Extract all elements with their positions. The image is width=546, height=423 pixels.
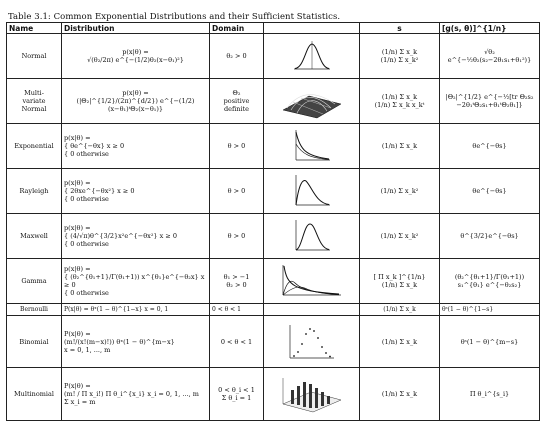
mvnormal-surface-plot <box>279 82 345 120</box>
row-g: θˢ(1 − θ)^{1−s} <box>440 304 540 316</box>
row-name: Multinomial <box>7 368 62 421</box>
rayleigh-density-plot <box>292 173 332 209</box>
row-distribution: p(x|θ) = { (θ₂^{θ₁+1}/Γ(θ₁+1)) x^{θ₁}e^{−θ₂x} x ≥ 0 { 0 otherwise <box>62 259 210 304</box>
header-plot <box>264 23 360 34</box>
header-g: [g(s, θ)]^{1/n} <box>440 23 540 34</box>
row-name: Exponential <box>7 124 62 169</box>
header-name: Name <box>7 23 62 34</box>
plot-cell <box>264 368 360 421</box>
row-name: Maxwell <box>7 214 62 259</box>
row-distribution: p(x|θ) = { (4/√π)θ^{3/2}x²e^{−θx²} x ≥ 0 { 0 otherwise <box>62 214 210 259</box>
header-domain: Domain <box>210 23 264 34</box>
row-statistic: (1/n) Σ x_k <box>360 124 440 169</box>
table-row <box>7 79 540 124</box>
multinomial-bar-plot <box>279 372 345 416</box>
table-caption: Table 3.1: Common Exponential Distributions and their Sufficient Statistics. <box>8 12 341 22</box>
table-row <box>7 304 540 316</box>
row-g: θe^{−θs} <box>440 124 540 169</box>
table-row <box>7 214 540 259</box>
row-distribution: p(x|θ) = (|Θ₂|^{1/2}/(2π)^{d/2}) e^{−(1/2)(x−θ₁)ᵗΘ₂(x−θ₁)} <box>62 79 210 124</box>
row-domain: 0 < θ < 1 <box>210 316 264 368</box>
plot-cell <box>264 79 360 124</box>
row-g: θe^{−θs} <box>440 169 540 214</box>
table-row <box>7 368 540 421</box>
row-name: Binomial <box>7 316 62 368</box>
row-statistic: [ Π x_k ]^{1/n} (1/n) Σ x_k <box>360 259 440 304</box>
row-name: Rayleigh <box>7 169 62 214</box>
row-distribution: p(x|θ) = √(θ₂/2π) e^{−(1/2)θ₂(x−θ₁)²} <box>62 34 210 79</box>
plot-cell <box>264 34 360 79</box>
row-g: θ^{3/2}e^{−θs} <box>440 214 540 259</box>
row-name: Bernoulli <box>7 304 62 316</box>
plot-cell <box>264 304 360 316</box>
plot-cell <box>264 316 360 368</box>
row-g: Π θ_i^{s_i} <box>440 368 540 421</box>
plot-cell <box>264 124 360 169</box>
row-statistic: (1/n) Σ x_k <box>360 368 440 421</box>
row-distribution: P(x|θ) = (m!/(x!(m−x)!)) θˣ(1 − θ)^{m−x} x = 0, 1, ..., m <box>62 316 210 368</box>
row-g: θˢ(1 − θ)^{m−s} <box>440 316 540 368</box>
exponential-density-plot <box>292 128 332 164</box>
gamma-density-plot <box>279 263 345 299</box>
row-distribution: p(x|θ) = { θe^{−θx} x ≥ 0 { 0 otherwise <box>62 124 210 169</box>
row-domain: θ > 0 <box>210 124 264 169</box>
row-domain: θ₂ > 0 <box>210 34 264 79</box>
plot-cell <box>264 214 360 259</box>
row-g: √θ₂ e^{−½θ₂(s₂−2θ₁s₁+θ₁²)} <box>440 34 540 79</box>
row-g: (θ₂^{θ₁+1}/Γ(θ₁+1)) s₁^{θ₁} e^{−θ₂s₂} <box>440 259 540 304</box>
header-statistic: s <box>360 23 440 34</box>
row-name: Multi- variate Normal <box>7 79 62 124</box>
row-name: Gamma <box>7 259 62 304</box>
plot-cell <box>264 169 360 214</box>
row-domain: 0 < θ_i < 1 Σ θ_i = 1 <box>210 368 264 421</box>
row-g: |Θ₂|^{1/2} e^{−½[tr Θ₂s₂ −2θ₁ᵗΘ₂s₁+θ₁ᵗΘ₂θ₁]} <box>440 79 540 124</box>
row-statistic: (1/n) Σ x_k (1/n) Σ x_k x_kᵗ <box>360 79 440 124</box>
binomial-mass-plot <box>287 322 337 362</box>
distributions-table <box>6 22 540 421</box>
row-domain: Θ₂ positive definite <box>210 79 264 124</box>
normal-density-plot <box>292 39 332 73</box>
table-row <box>7 34 540 79</box>
row-domain: θ₁ > −1 θ₂ > 0 <box>210 259 264 304</box>
plot-cell <box>264 259 360 304</box>
row-distribution: p(x|θ) = { 2θxe^{−θx²} x ≥ 0 { 0 otherwise <box>62 169 210 214</box>
row-statistic: (1/n) Σ x_k <box>360 304 440 316</box>
row-distribution: P(x|θ) = θˣ(1 − θ)^{1−x} x = 0, 1 <box>62 304 210 316</box>
table-row <box>7 124 540 169</box>
table-row <box>7 259 540 304</box>
row-domain: θ > 0 <box>210 214 264 259</box>
row-domain: θ > 0 <box>210 169 264 214</box>
row-statistic: (1/n) Σ x_k <box>360 316 440 368</box>
row-statistic: (1/n) Σ x_k² <box>360 169 440 214</box>
maxwell-density-plot <box>292 218 332 254</box>
header-row <box>7 23 540 34</box>
row-statistic: (1/n) Σ x_k² <box>360 214 440 259</box>
row-domain: 0 < θ < 1 <box>210 304 264 316</box>
table-row <box>7 316 540 368</box>
table-row <box>7 169 540 214</box>
row-distribution: P(x|θ) = (m! / Π x_i!) Π θ_i^{x_i} x_i = 0, 1, ..., m Σ x_i = m <box>62 368 210 421</box>
header-distribution: Distribution <box>62 23 210 34</box>
row-statistic: (1/n) Σ x_k (1/n) Σ x_k² <box>360 34 440 79</box>
row-name: Normal <box>7 34 62 79</box>
